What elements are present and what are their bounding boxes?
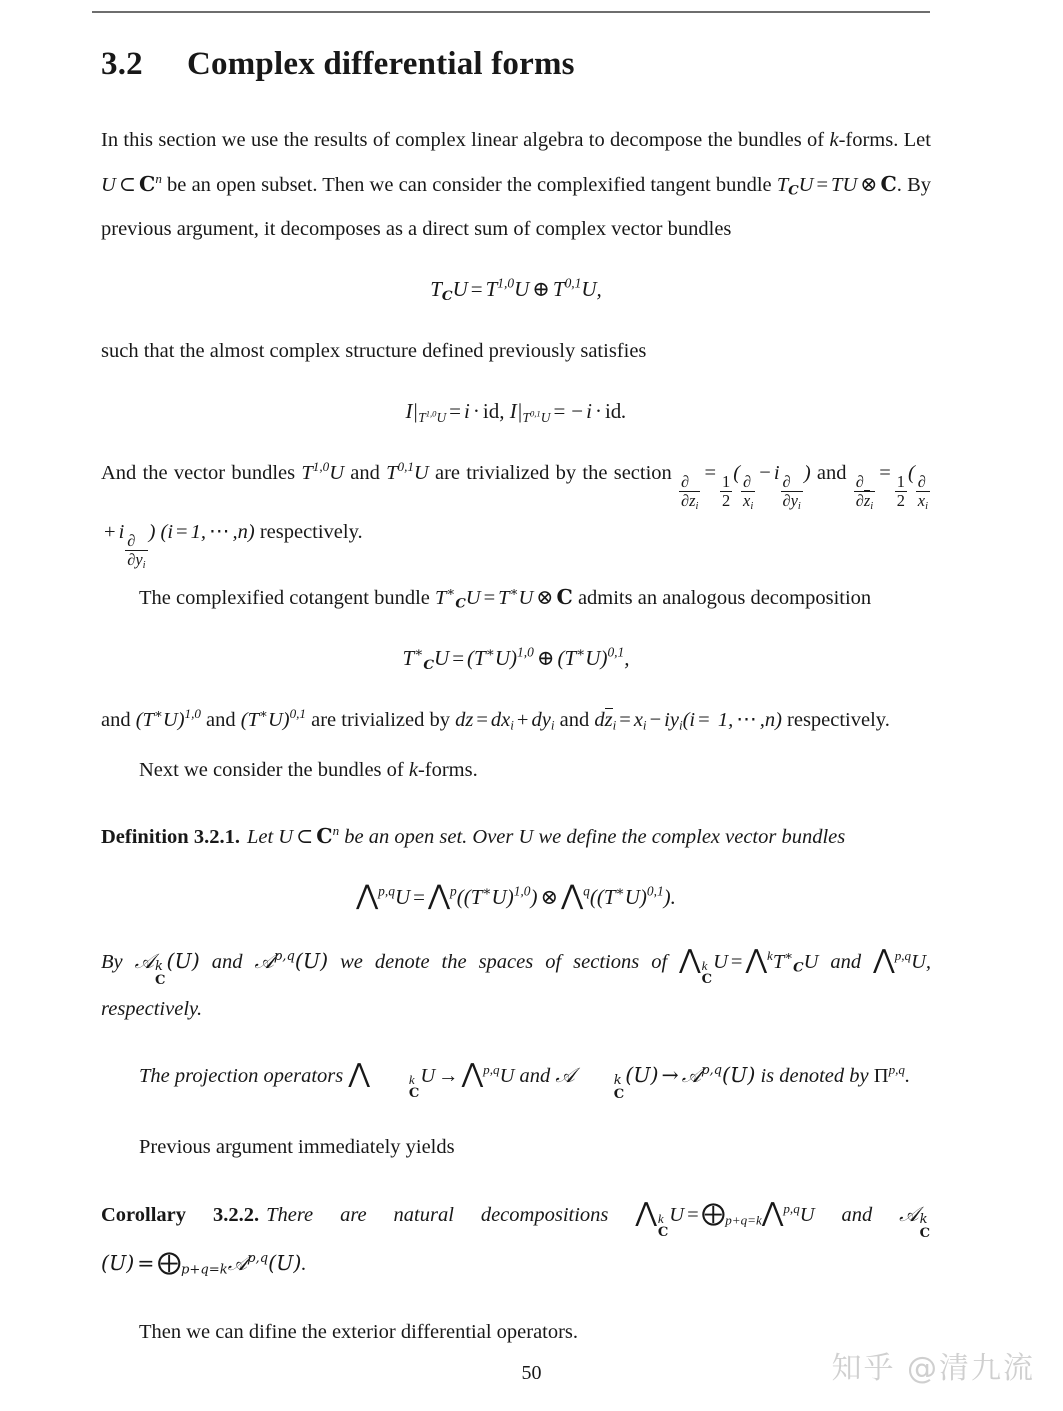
text-run: Next we consider the bundles of [139, 758, 409, 781]
math-T10U: T$^{1,0}$U [301, 458, 344, 484]
math-proj-map-1: ⋀ k C U → ⋀$^{p,q}$U [348, 1058, 515, 1101]
text-run: and [814, 1204, 900, 1227]
text-run: be an open subset. Then we can consider the complexified tangent bundle [161, 173, 777, 196]
definition-head: Definition 3.2.1. [101, 825, 240, 848]
text-run: And the vector bundles [101, 461, 302, 484]
math-dz-triv: dz = $dx_i + dy_i$ [455, 708, 555, 733]
math-i-range-2: 1, ⋯ ,n) [717, 708, 782, 731]
corollary-block [101, 1191, 931, 1286]
math-k: k [829, 128, 839, 151]
math-TstarCU: $T^∗_CU = T^∗U$ ⊗ C [435, 583, 573, 612]
math-proj-map-2: 𝒜 k C (U) → 𝒜$^{p,q}$(U) [555, 1062, 756, 1102]
text-run: There are natural decompositions [266, 1204, 636, 1227]
math-i-range: (i = 1, ⋯ ,n) [160, 520, 255, 543]
page-number: 50 [521, 1362, 542, 1384]
text-run: The complexified cotangent bundle [139, 586, 436, 609]
text-run: -forms. [417, 758, 478, 781]
text-run: and [199, 950, 255, 973]
display-equation-4: ⋀$^{p,q}$U = $⋀^p((T^∗U)^{1,0})$ ⊗ $⋀^q((T^∗U)^{0,1})$. [356, 879, 676, 911]
text-run: and [810, 461, 853, 484]
definition-block [101, 814, 931, 859]
section-title-text: Complex differential forms [187, 46, 575, 82]
text-run: is denoted by [755, 1064, 874, 1087]
page-content [101, 46, 931, 1360]
text-run: and [200, 708, 241, 731]
text-run: respectively. [254, 520, 363, 543]
header-rule [92, 11, 930, 13]
display-equation-3: $T^∗_CU = (T^∗U)^{1,0}$ ⊕ $(T^∗U)^{0,1}$, [402, 644, 630, 673]
text-run: we define the complex vector bundles [533, 825, 846, 848]
text-run: we denote the spaces of sections of [328, 950, 680, 973]
definition-notation [101, 939, 931, 1031]
text-run: By [101, 950, 135, 973]
paragraph-dz-trivialization [101, 698, 931, 742]
text-run: . By previous argument, it decomposes as a direct sum of complex vector bundles [101, 173, 931, 240]
text-run: and [818, 950, 874, 973]
math-cor-eq-1: ⋀ k C $U = ⨁_{p+q=k}⋀^{p,q}U$ [635, 1198, 815, 1240]
paragraph-next-bundles [101, 748, 931, 792]
math-Apq-U: 𝒜$^{p,q}$(U) [254, 948, 329, 973]
text-run: and [514, 1064, 556, 1087]
display-equation-2: $I|_{T^{1,0}U} = i$ · id, $I|_{T^{0,1}U}$ = − i · id. [405, 398, 627, 425]
page-title [101, 46, 931, 84]
paragraph-trivialization [101, 451, 931, 572]
math-TstarU01: $(T^∗U)^{0,1}$ [240, 705, 306, 731]
paragraph-exterior-operators: Then we can difine the exterior differential operators. [139, 1321, 579, 1344]
watermark: 知乎 @清九流 [831, 1351, 1035, 1386]
math-U-subset-Cn: U ⊂ $C^n$ [278, 822, 340, 848]
text-run: The projection operators [139, 1064, 349, 1087]
text-run: Let [246, 825, 279, 848]
corollary-head: Corollary 3.2.2. [101, 1204, 260, 1227]
text-run: be an open set. Over [339, 825, 519, 848]
text-run: . [301, 1253, 307, 1276]
math-U-subset-Cn: U ⊂ $C^n$ [101, 170, 162, 196]
math-T01U: T$^{0,1}$U [386, 458, 429, 484]
math-dzbar-section: $\frac{\partial}{\partial z_i}$ = $\frac{1}{2}$ ( $\frac{\partial}{x_i}$ + i $\frac{\partial}{\partial y_i}$ ) [104, 461, 928, 572]
math-TstarU10: $(T^∗U)^{1,0}$ [135, 705, 201, 731]
math-dz-section: $\frac{\partial}{\partial z_i}$ = $\frac{1}{2}$ ( $\frac{\partial}{x_i}$ − i $\frac{\partial}{\partial y_i}$ ) [681, 461, 811, 513]
text-run: . [904, 1064, 911, 1087]
text-run: are trivialized by [305, 708, 456, 731]
paragraph-previous-argument: Previous argument immediately yields [139, 1136, 455, 1159]
paragraph-cotangent [101, 575, 931, 620]
math-wedge-kC: ⋀ k C $U = ⋀^kT^∗_CU$ [679, 944, 819, 987]
text-run: and [101, 708, 136, 731]
math-TCU-def: $T_CU$ = TU ⊗ C [776, 171, 897, 199]
text-run: respectively. [781, 708, 890, 731]
math-cor-eq-2: 𝒜 k C $(U) = ⨁_{p+q=k}𝒜^{p,q}(U)$ [101, 1202, 931, 1278]
math-k: k [408, 758, 418, 781]
math-AkC-U: 𝒜 k C (U) [134, 948, 200, 988]
paragraph-almost-complex: such that the almost complex structure defined previously satisfies [101, 339, 647, 362]
paragraph-intro [101, 118, 931, 251]
text-run: admits an analogous decomposition [572, 586, 872, 609]
text-run: and [344, 461, 387, 484]
math-Pi-pq: Π$^{p,q}$ [873, 1061, 905, 1087]
section-number: 3.2 [101, 46, 143, 82]
math-dzbar-triv: $dz_i = x_i - iy_i(i$ = [594, 708, 710, 733]
text-run: In this section we use the results of complex linear algebra to decompose the bundles of [101, 128, 830, 151]
text-run: , respectively. [101, 950, 932, 1020]
definition-projection [101, 1053, 931, 1101]
text-run: -forms. Let [838, 128, 931, 151]
math-wedge-pq-U: ⋀$^{p,q}$U [873, 944, 926, 975]
math-U: U [518, 825, 534, 848]
display-equation-1: $T_CU = T^{1,0}U$ ⊕ T$^{0,1}$U, [430, 275, 602, 304]
text-run: are trivialized by the section [428, 461, 679, 484]
text-run: and [554, 708, 595, 731]
